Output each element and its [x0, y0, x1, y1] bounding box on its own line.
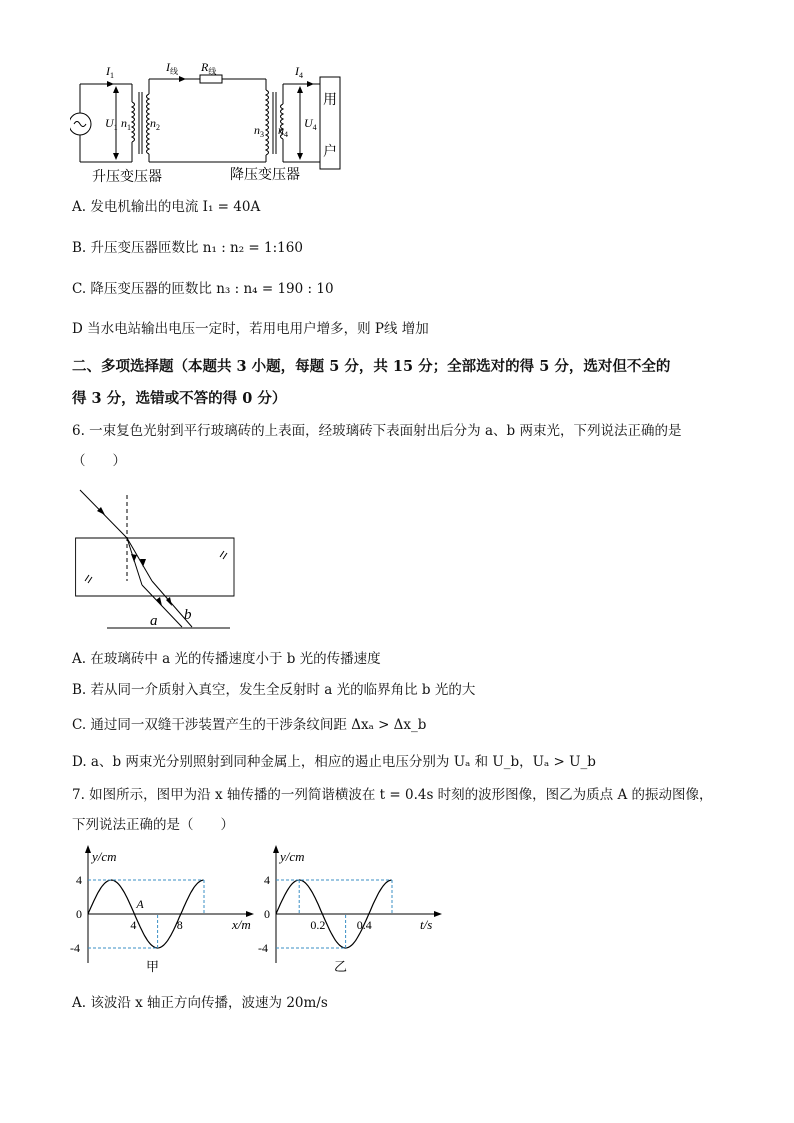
y-tick-neg4-jia: -4 [70, 941, 80, 955]
refracted-ray-a [127, 538, 142, 585]
x-tick-02-yi: 0.2 [310, 918, 326, 932]
section2-line1: 二、多项选择题（本题共 3 小题，每题 5 分，共 15 分；全部选对的得 5 分，选对但不全的 [72, 358, 671, 375]
q7-stem-line2: 下列说法正确的是（ ） [72, 817, 234, 833]
y-tick-4-yi: 4 [264, 873, 270, 887]
label-Iline: $I_线$ [166, 60, 178, 76]
q6-option-c: C. 通过同一双缝干涉装置产生的干涉条纹间距 Δxₐ > Δx_b [72, 717, 427, 733]
label-U1: $U_1$ [105, 116, 118, 132]
y-axis-arrow-jia [85, 845, 91, 853]
x-axis-label-jia: x/m [232, 917, 251, 932]
q6-stem-line2: （ ） [72, 453, 126, 469]
label-user-1: 用 [323, 93, 337, 108]
y-axis-arrow-yi [273, 845, 279, 853]
y-axis-label-yi: y/cm [280, 849, 305, 864]
refracted-ray-b [127, 538, 152, 581]
q6-option-a: A. 在玻璃砖中 a 光的传播速度小于 b 光的传播速度 [72, 651, 381, 667]
x-axis-arrow-yi [434, 911, 442, 917]
label-step-up: 升压变压器 [92, 170, 162, 185]
label-I1: $I_1$ [106, 64, 114, 80]
glass-brick [76, 538, 234, 596]
line-resistor [200, 75, 222, 83]
ray-label-b: b [184, 607, 192, 623]
label-step-down: 降压变压器 [230, 168, 300, 183]
wave-graphs [68, 845, 448, 980]
label-I4: $I_4$ [295, 64, 303, 80]
glass-brick-diagram [72, 485, 237, 635]
label-n1: $n_1$ [121, 116, 131, 132]
ray-label-a: a [150, 613, 158, 629]
y-tick-4-jia: 4 [76, 873, 82, 887]
label-n2: $n_2$ [150, 116, 160, 132]
graph-title-jia: 甲 [146, 959, 160, 974]
q5-option-d: D 当水电站输出电压一定时，若用电用户增多，则 P线 增加 [72, 321, 429, 337]
q6-option-d: D. a、b 两束光分别照射到同种金属上，相应的遏止电压分别为 Uₐ 和 U_b，Uₐ > U_b [72, 754, 596, 770]
q6-stem-line1: 6. 一束复色光射到平行玻璃砖的上表面，经玻璃砖下表面射出后分为 a、b 两束光，下列说法正确的是 [72, 423, 682, 439]
q6-option-b: B. 若从同一介质射入真空，发生全反射时 a 光的临界角比 b 光的大 [72, 682, 476, 698]
label-n4: $n_4$ [278, 123, 288, 139]
x-tick-04-yi: 0.4 [356, 918, 372, 932]
x-axis-label-yi: t/s [420, 917, 433, 932]
y-tick-neg4-yi: -4 [258, 941, 268, 955]
graph-title-yi: 乙 [334, 959, 348, 974]
x-tick-4-jia: 4 [130, 918, 137, 932]
label-n3: $n_3$ [254, 123, 264, 139]
q5-option-c: C. 降压变压器的匝数比 n₃ : n₄ = 190 : 10 [72, 281, 334, 297]
q7-stem-line1: 7. 如图所示，图甲为沿 x 轴传播的一列简谐横波在 t = 0.4s 时刻的波形图像，图乙为质点 A 的振动图像， [72, 787, 713, 803]
x-tick-8-jia: 8 [176, 918, 183, 932]
y-tick-0-jia: 0 [76, 907, 82, 921]
label-user-2: 户 [323, 145, 337, 160]
point-A-label: A [136, 897, 144, 911]
q7-option-a: A. 该波沿 x 轴正方向传播，波速为 20m/s [72, 995, 328, 1011]
q5-option-a: A. 发电机输出的电流 I₁ = 40A [72, 199, 261, 215]
section2-line2: 得 3 分，选错或不答的得 0 分） [72, 390, 287, 407]
label-Rline: $R_线$ [201, 60, 217, 76]
q5-option-b: B. 升压变压器匝数比 n₁ : n₂ = 1:160 [72, 240, 303, 256]
y-tick-0-yi: 0 [264, 907, 270, 921]
y-axis-label-jia: y/cm [92, 849, 117, 864]
power-transmission-diagram [70, 52, 350, 187]
label-U4: $U_4$ [304, 116, 317, 132]
